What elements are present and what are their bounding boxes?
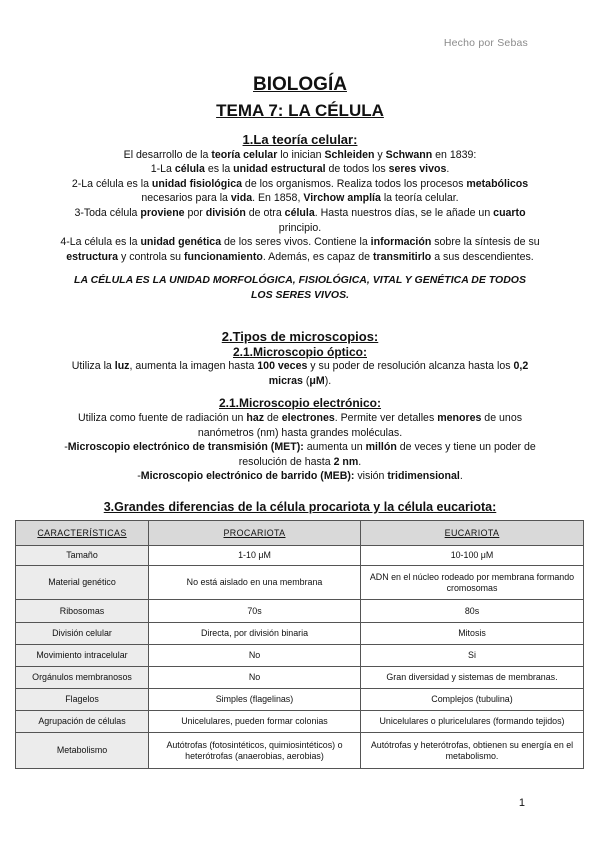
paragraph-meb: -Microscopio electrónico de barrido (MEB): visión tridimensional. xyxy=(137,470,463,483)
page-subtitle: TEMA 7: LA CÉLULA xyxy=(216,101,384,120)
column-header: CARACTERÍSTICAS xyxy=(16,521,149,546)
paragraph-electron: Utiliza como fuente de radiación un haz de electrones. Permite ver detalles menores de unos nanómetros (nm) hasta grandes moléculas. xyxy=(77,411,523,439)
section-microscopes xyxy=(60,330,540,484)
table-cell: Unicelulares, pueden formar colonias xyxy=(149,711,361,733)
table-header-row xyxy=(16,521,584,546)
table-cell: No está aislado en una membrana xyxy=(149,566,361,600)
page-title: BIOLOGÍA xyxy=(253,74,347,95)
table-cell: Autótrofas (fotosintéticos, quimiosintéticos) o heterótrofas (anaerobias, aerobias) xyxy=(149,733,361,769)
table-cell: Unicelulares o pluricelulares (formando tejidos) xyxy=(361,711,584,733)
table-row xyxy=(16,566,584,600)
table-row xyxy=(16,711,584,733)
page-number: 1 xyxy=(518,797,525,809)
paragraph-intro: El desarrollo de la teoría celular lo inician Schleiden y Schwann en 1839: xyxy=(123,148,477,161)
table-row xyxy=(16,600,584,623)
subsection-heading-electron: 2.1.Microscopio electrónico: xyxy=(218,396,382,411)
comparison-table xyxy=(15,520,584,769)
row-label: Movimiento intracelular xyxy=(16,645,149,667)
paragraph-principle-1: 1-La célula es la unidad estructural de todos los seres vivos. xyxy=(150,163,450,176)
table-row xyxy=(16,645,584,667)
section-cell-theory xyxy=(60,133,540,303)
table-cell: ADN en el núcleo rodeado por membrana formando cromosomas xyxy=(361,566,584,600)
table-row xyxy=(16,623,584,645)
table-cell: Autótrofas y heterótrofas, obtienen su energía en el metabolismo. xyxy=(361,733,584,769)
table-row xyxy=(16,689,584,711)
subsection-heading-optical: 2.1.Microscopio óptico: xyxy=(232,344,367,359)
table-cell: 70s xyxy=(149,600,361,623)
table-cell: Gran diversidad y sistemas de membranas. xyxy=(361,667,584,689)
table-cell: 10-100 μM xyxy=(361,546,584,566)
row-label: Agrupación de células xyxy=(16,711,149,733)
table-row xyxy=(16,667,584,689)
conclusion-text: LA CÉLULA ES LA UNIDAD MORFOLÓGICA, FISIOLÓGICA, VITAL Y GENÉTICA DE TODOS LOS SERES VIVOS. xyxy=(74,274,526,301)
column-header: PROCARIOTA xyxy=(149,521,361,546)
row-label: Tamaño xyxy=(16,546,149,566)
row-label: Ribosomas xyxy=(16,600,149,623)
row-label: Material genético xyxy=(16,566,149,600)
table-cell: Simples (flagelinas) xyxy=(149,689,361,711)
paragraph-principle-3: 3-Toda célula proviene por división de otra célula. Hasta nuestros días, se le añade un cuarto principio. xyxy=(74,206,526,234)
row-label: Orgánulos membranosos xyxy=(16,667,149,689)
paragraph-principle-4: 4-La célula es la unidad genética de los seres vivos. Contiene la información sobre la síntesis de su estructura y controla su funcionamiento. Además, es capaz de transmitirlo a sus descendientes. xyxy=(60,236,540,263)
table-row xyxy=(16,546,584,566)
author-note: Hecho por Sebas xyxy=(443,37,528,49)
row-label: División celular xyxy=(16,623,149,645)
table-cell: Complejos (tubulina) xyxy=(361,689,584,711)
row-label: Metabolismo xyxy=(16,733,149,769)
table-cell: No xyxy=(149,645,361,667)
section-heading-comparison: 3.Grandes diferencias de la célula procariota y la célula eucariota: xyxy=(103,500,497,514)
table-row xyxy=(16,733,584,769)
paragraph-met: -Microscopio electrónico de transmisión (MET): aumenta un millón de veces y tiene un poder de resolución de hasta 2 nm. xyxy=(64,441,536,468)
table-cell: No xyxy=(149,667,361,689)
section-heading: 2.Tipos de microscopios: xyxy=(221,329,379,344)
column-header: EUCARIOTA xyxy=(361,521,584,546)
table-cell: Mitosis xyxy=(361,623,584,645)
paragraph-principle-2: 2-La célula es la unidad fisiológica de los organismos. Realiza todos los procesos metabólicos necesarios para la vida. En 1858, Virchow amplía la teoría celular. xyxy=(71,177,529,205)
table-cell: 1-10 μM xyxy=(149,546,361,566)
paragraph-optical: Utiliza la luz, aumenta la imagen hasta 100 veces y su poder de resolución alcanza hasta los 0,2 micras (μM). xyxy=(71,360,529,387)
table-cell: Si xyxy=(361,645,584,667)
table-cell: 80s xyxy=(361,600,584,623)
section-heading: 1.La teoría celular: xyxy=(242,132,358,147)
table-cell: Directa, por división binaria xyxy=(149,623,361,645)
row-label: Flagelos xyxy=(16,689,149,711)
